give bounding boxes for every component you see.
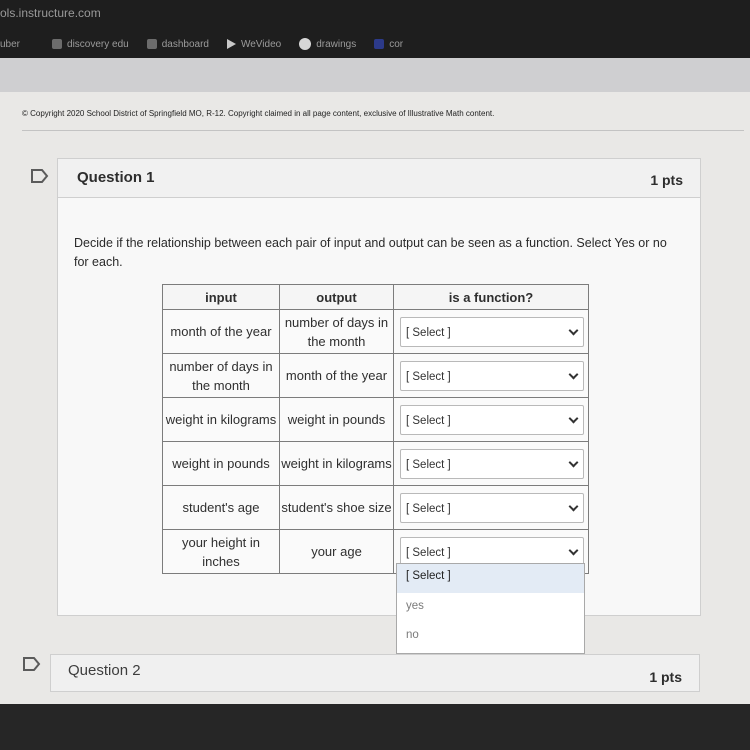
function-select-2[interactable] [400,361,584,391]
output-cell: student's shoe size [280,486,394,530]
output-cell: number of days in the month [280,310,394,354]
select-value: [ Select ] [406,326,451,339]
bookmarks-bar [0,35,421,53]
select-value: [ Select ] [406,458,451,471]
question-title: Question 2 [68,662,141,679]
select-cell [394,442,589,486]
select-value: [ Select ] [406,414,451,427]
column-header-input: input [163,285,280,310]
chevron-down-icon [569,457,579,467]
function-select-3[interactable] [400,405,584,435]
dropdown-option-yes[interactable]: yes [406,600,424,612]
input-cell: your height in inches [163,530,280,574]
input-cell: weight in kilograms [163,398,280,442]
flag-icon-shape [31,169,49,183]
output-cell: weight in pounds [280,398,394,442]
select-cell [394,398,589,442]
bookmark-label: dashboard [161,38,209,50]
select-value: [ Select ] [406,546,451,559]
bookmark-dashboard[interactable] [147,39,209,50]
input-cell: number of days in the month [163,354,280,398]
function-select-6[interactable] [400,537,584,567]
question-title: Question 1 [77,169,155,186]
header-band [0,58,750,92]
select-value: [ Select ] [406,502,451,515]
column-header-output: output [280,285,394,310]
url-bar[interactable]: ols.instructure.com [0,6,101,20]
bookmark-cor[interactable] [374,39,403,50]
input-cell: month of the year [163,310,280,354]
table-row [163,398,589,442]
flag-icon[interactable] [29,168,51,184]
table-row [163,486,589,530]
circle-icon [299,38,311,50]
function-select-4[interactable] [400,449,584,479]
bookmark-label: cor [389,38,404,50]
question2-header [50,654,700,692]
select-cell [394,354,589,398]
flag-icon[interactable] [21,656,43,672]
output-cell: your age [280,530,394,574]
browser-chrome [0,0,750,58]
bookmark-uber[interactable] [0,39,20,50]
function-select-5[interactable] [400,493,584,523]
bookmark-drawings[interactable] [299,38,356,50]
select-cell [394,486,589,530]
question-points: 1 pts [650,172,683,188]
input-cell: weight in pounds [163,442,280,486]
function-select-1[interactable] [400,317,584,347]
select-dropdown-menu [396,563,585,654]
copyright-notice: © Copyright 2020 School District of Springfield MO, R-12. Copyright claimed in all page content, exclusive of Illustrative Math content. [22,109,495,118]
bookmark-icon [52,39,62,49]
play-icon [227,39,236,49]
question1-header [57,158,701,198]
bookmark-discovery[interactable] [52,39,129,50]
dropdown-option-select[interactable]: [ Select ] [397,564,584,593]
bookmark-wevideo[interactable] [227,39,281,50]
dropdown-option-no[interactable]: no [406,629,419,641]
question-points: 1 pts [649,669,682,685]
chevron-down-icon [569,545,579,555]
bookmark-label: drawings [316,38,357,50]
table-row [163,442,589,486]
chevron-down-icon [569,369,579,379]
chevron-down-icon [569,501,579,511]
question-prompt: Decide if the relationship between each pair of input and output can be seen as a function. Select Yes or no for each. [74,236,667,269]
divider [22,130,744,131]
input-cell: student's age [163,486,280,530]
bookmark-label: discovery edu [67,38,129,50]
chevron-down-icon [569,325,579,335]
screen-bezel [0,704,750,750]
table-header-row [163,285,589,310]
bookmark-icon [374,39,384,49]
select-value: [ Select ] [406,370,451,383]
output-cell: month of the year [280,354,394,398]
bookmark-label: uber [0,38,21,50]
bookmark-label: WeVideo [240,38,282,50]
bookmark-icon [147,39,157,49]
chevron-down-icon [569,413,579,423]
column-header-is-function: is a function? [394,285,589,310]
table-row [163,310,589,354]
function-table [162,284,589,574]
table-row [163,354,589,398]
select-cell [394,310,589,354]
flag-icon-shape [23,657,41,671]
output-cell: weight in kilograms [280,442,394,486]
